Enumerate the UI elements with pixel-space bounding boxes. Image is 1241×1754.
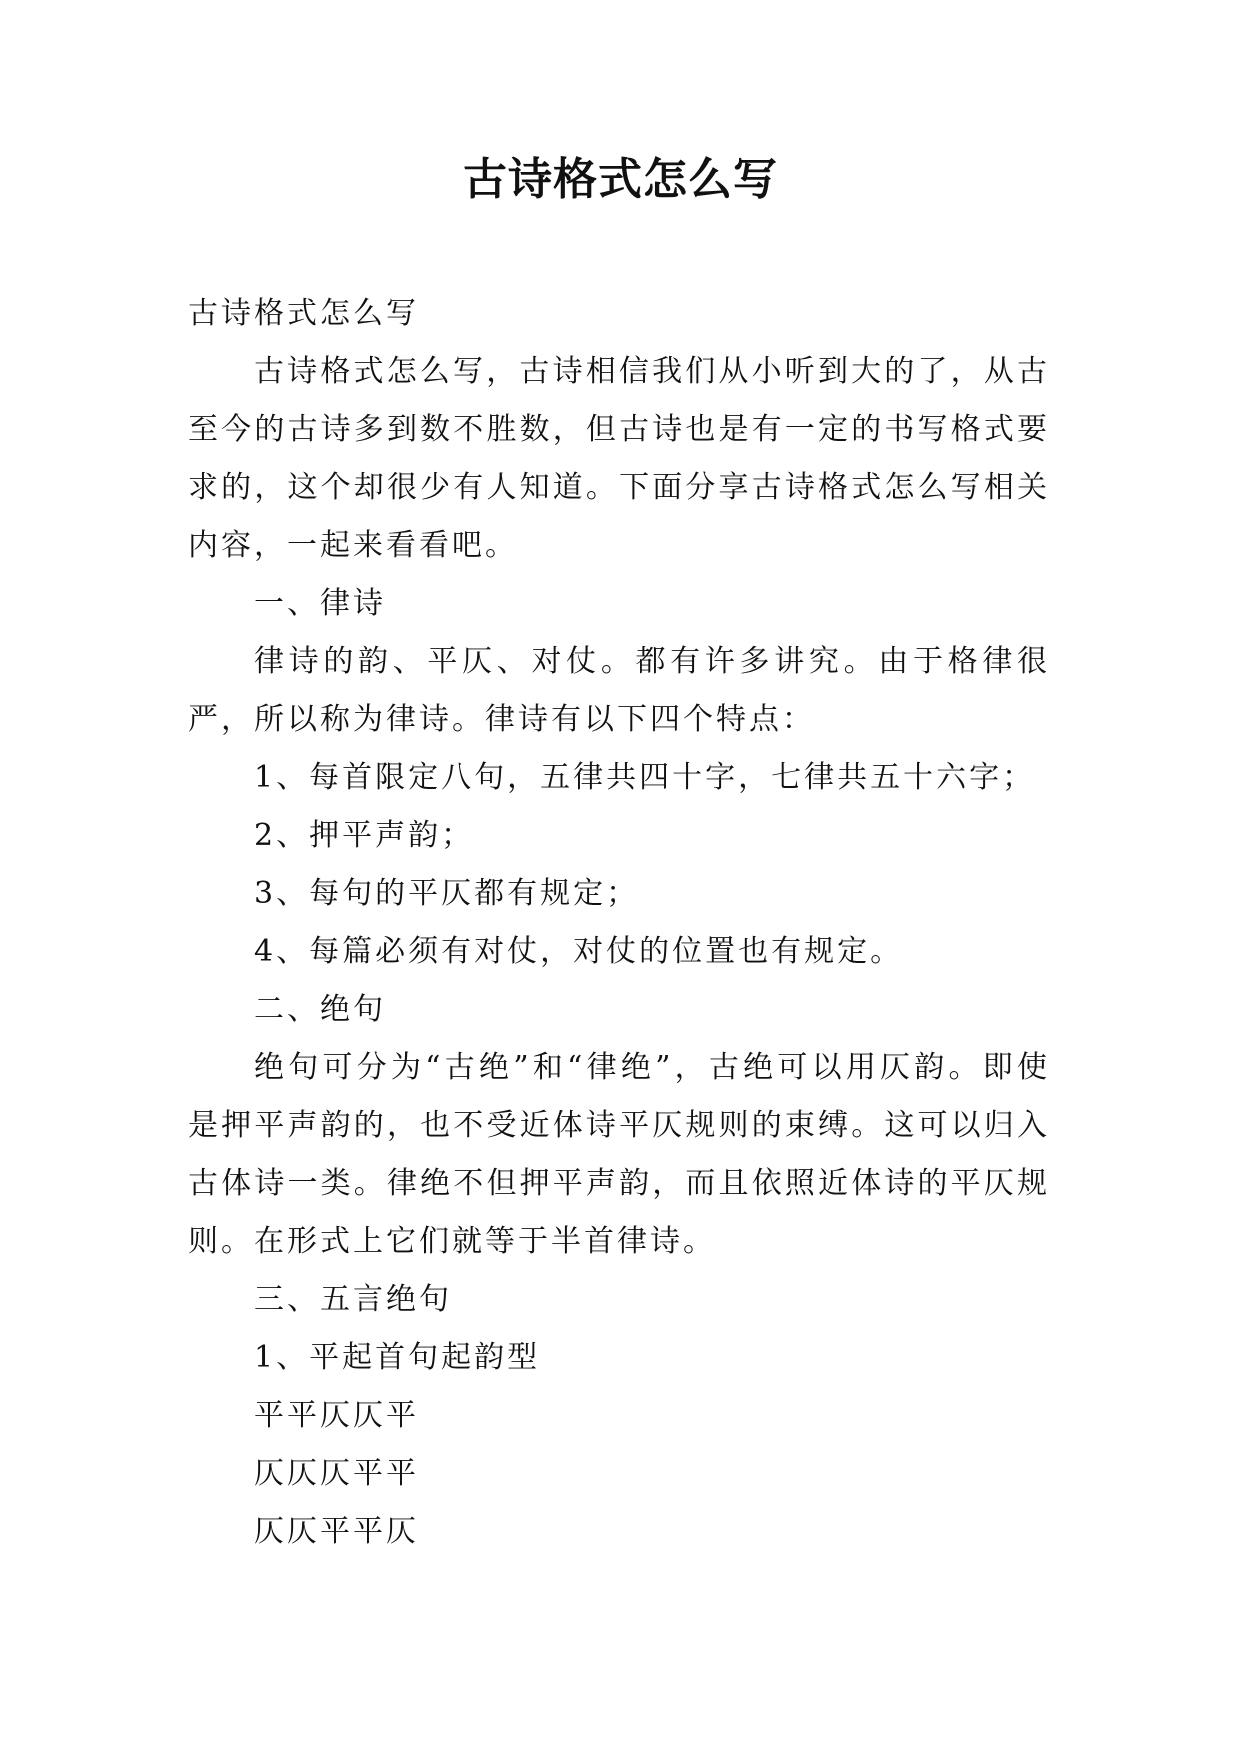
section-heading-wuyan: 三、五言绝句 [254, 1282, 452, 1317]
paragraph-subtitle: 古诗格式怎么写 [188, 296, 419, 331]
list-item-4: 4、每篇必须有对仗，对仗的位置也有规定。 [254, 934, 904, 969]
list-item-3: 3、每句的平仄都有规定； [254, 876, 640, 911]
list-item-2: 2、押平声韵； [254, 818, 475, 853]
paragraph-jueju: 绝句可分为“古绝”和“律绝”，古绝可以用仄韵。即使是押平声韵的，也不受近体诗平仄规则的束缚。这可以归入古体诗一类。律绝不但押平声韵，而且依照近体诗的平仄规则。在形式上它们就等于半首律诗。 [188, 1050, 1050, 1259]
list-item-1: 1、每首限定八句，五律共四十字，七律共五十六字； [254, 760, 1036, 795]
tone-line-2: 仄仄仄平平 [254, 1456, 419, 1491]
paragraph-intro: 古诗格式怎么写，古诗相信我们从小听到大的了，从古至今的古诗多到数不胜数，但古诗也是有一定的书写格式要求的，这个却很少有人知道。下面分享古诗格式怎么写相关内容，一起来看看吧。 [188, 354, 1050, 563]
tone-line-1: 平平仄仄平 [254, 1398, 419, 1433]
document-title: 古诗格式怎么写 [463, 154, 778, 205]
section-heading-jueju: 二、绝句 [254, 992, 386, 1027]
subheading-pingqi: 1、平起首句起韵型 [254, 1340, 541, 1375]
tone-line-3: 仄仄平平仄 [254, 1514, 419, 1549]
section-heading-lushi: 一、律诗 [254, 586, 386, 621]
document-body [188, 285, 1050, 1561]
paragraph-lushi: 律诗的韵、平仄、对仗。都有许多讲究。由于格律很严，所以称为律诗。律诗有以下四个特点： [188, 644, 1050, 737]
